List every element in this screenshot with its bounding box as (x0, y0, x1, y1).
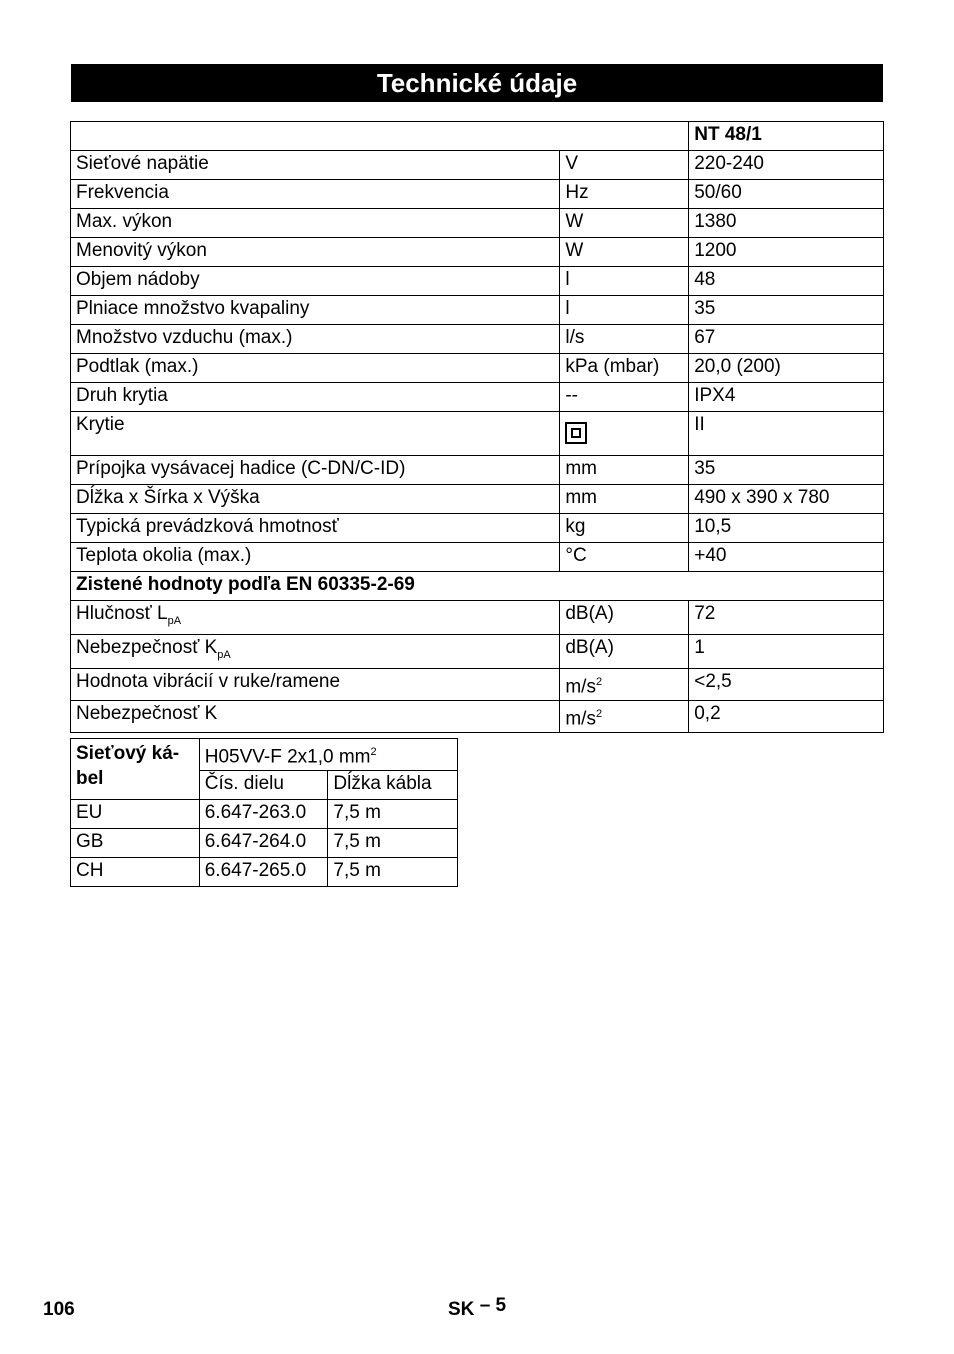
row-value: 35 (689, 456, 884, 485)
row-unit-superscript: 2 (595, 675, 603, 688)
row-value: 490 x 390 x 780 (689, 485, 884, 514)
row-unit-text: m/s (565, 675, 596, 697)
row-label-text: Nebezpečnosť K (76, 636, 218, 658)
cable-row (71, 858, 458, 887)
row-unit: V (560, 151, 689, 180)
table-row (71, 354, 884, 383)
row-value: II (689, 412, 884, 456)
row-value: 1 (689, 634, 884, 668)
table-header-row (71, 122, 884, 151)
row-unit (560, 668, 689, 700)
model-header: NT 48/1 (689, 122, 884, 151)
col-length-header: Dĺžka kábla (328, 771, 458, 800)
row-unit: -- (560, 383, 689, 412)
table-row (71, 601, 884, 635)
row-unit (560, 601, 689, 635)
row-unit-text: m/s (565, 708, 596, 730)
spec-table (70, 121, 884, 733)
protection-class-ii-icon (565, 422, 587, 444)
row-unit: W (560, 209, 689, 238)
section-header-row (71, 572, 884, 601)
cable-region: EU (71, 800, 200, 829)
row-label: Plniace množstvo kvapaliny (71, 296, 560, 325)
col-part-header: Čís. dielu (199, 771, 328, 800)
table-row (71, 325, 884, 354)
row-value: 48 (689, 267, 884, 296)
cable-row (71, 829, 458, 858)
cable-length: 7,5 m (328, 800, 458, 829)
table-row (71, 456, 884, 485)
table-row (71, 267, 884, 296)
row-label: Prípojka vysávacej hadice (C-DN/C-ID) (71, 456, 560, 485)
cable-header-label: Sieťový ká- bel (71, 739, 200, 800)
table-row (71, 151, 884, 180)
row-label (71, 601, 560, 635)
table-row (71, 383, 884, 412)
row-label: Dĺžka x Šírka x Výška (71, 485, 560, 514)
row-label: Množstvo vzduchu (max.) (71, 325, 560, 354)
row-unit-superscript: 2 (595, 707, 603, 720)
row-unit: l (560, 296, 689, 325)
table-row (71, 412, 884, 456)
page-number: 106 (43, 1299, 75, 1320)
row-value: 20,0 (200) (689, 354, 884, 383)
footer-section-page: 5 (495, 1295, 507, 1316)
row-label: Podtlak (max.) (71, 354, 560, 383)
footer-dash: – (479, 1295, 491, 1316)
table-row (71, 634, 884, 668)
row-label (71, 668, 560, 700)
table-row (71, 485, 884, 514)
table-row (71, 238, 884, 267)
row-value: 220-240 (689, 151, 884, 180)
row-value: +40 (689, 543, 884, 572)
row-unit: mm (560, 485, 689, 514)
row-label-text: Hodnota vibrácií v ruke/ramene (76, 670, 341, 692)
table-row (71, 209, 884, 238)
row-value: 35 (689, 296, 884, 325)
cable-part: 6.647-263.0 (199, 800, 328, 829)
row-label: Objem nádoby (71, 267, 560, 296)
row-label: Menovitý výkon (71, 238, 560, 267)
section-header: Zistené hodnoty podľa EN 60335-2-69 (71, 572, 884, 601)
cable-type: H05VV-F 2x1,0 $mm^2$ (199, 739, 457, 771)
cable-header-row (71, 739, 458, 771)
row-label-text: Hlučnosť L (76, 603, 168, 624)
table-row (71, 668, 884, 700)
table-row (71, 296, 884, 325)
row-label-text: Nebezpečnosť K (76, 702, 218, 724)
row-unit: kg (560, 514, 689, 543)
table-row (71, 514, 884, 543)
table-row (71, 543, 884, 572)
row-label: Teplota okolia (max.) (71, 543, 560, 572)
row-label (71, 700, 560, 732)
row-unit: l/s (560, 325, 689, 354)
row-value: IPX4 (689, 383, 884, 412)
row-unit-text: dB(A) (565, 636, 614, 658)
row-label-subscript: pA (167, 614, 182, 627)
row-unit: Hz (560, 180, 689, 209)
row-label: Druh krytia (71, 383, 560, 412)
table-header-empty-cell (71, 122, 689, 151)
row-unit: kPa (mbar) (560, 354, 689, 383)
row-label: Max. výkon (71, 209, 560, 238)
row-value: 1200 (689, 238, 884, 267)
row-label: Krytie (71, 412, 560, 456)
cable-row (71, 800, 458, 829)
table-row (71, 700, 884, 732)
row-label: Typická prevádzková hmotnosť (71, 514, 560, 543)
row-value: <2,5 (689, 668, 884, 700)
row-label: Frekvencia (71, 180, 560, 209)
row-label (71, 634, 560, 668)
row-unit: °C (560, 543, 689, 572)
cable-length: 7,5 m (328, 858, 458, 887)
cable-region: CH (71, 858, 200, 887)
footer-section (448, 1295, 507, 1321)
cable-table (70, 738, 458, 887)
row-unit: l (560, 267, 689, 296)
row-unit (560, 634, 689, 668)
row-label: Sieťové napätie (71, 151, 560, 180)
page-title: Technické údaje (71, 64, 883, 102)
row-unit: mm (560, 456, 689, 485)
row-value: 0,2 (689, 700, 884, 732)
footer-lang: SK (448, 1299, 475, 1320)
cable-region: GB (71, 829, 200, 858)
row-unit (560, 412, 689, 456)
row-value: 50/60 (689, 180, 884, 209)
cable-part: 6.647-265.0 (199, 858, 328, 887)
table-row (71, 180, 884, 209)
row-unit: W (560, 238, 689, 267)
row-value: 10,5 (689, 514, 884, 543)
row-value: 1380 (689, 209, 884, 238)
row-unit (560, 700, 689, 732)
row-value: 67 (689, 325, 884, 354)
row-unit-text: dB(A) (565, 603, 614, 624)
cable-length: 7,5 m (328, 829, 458, 858)
row-label-subscript: pA (217, 648, 231, 661)
row-value: 72 (689, 601, 884, 635)
cable-part: 6.647-264.0 (199, 829, 328, 858)
